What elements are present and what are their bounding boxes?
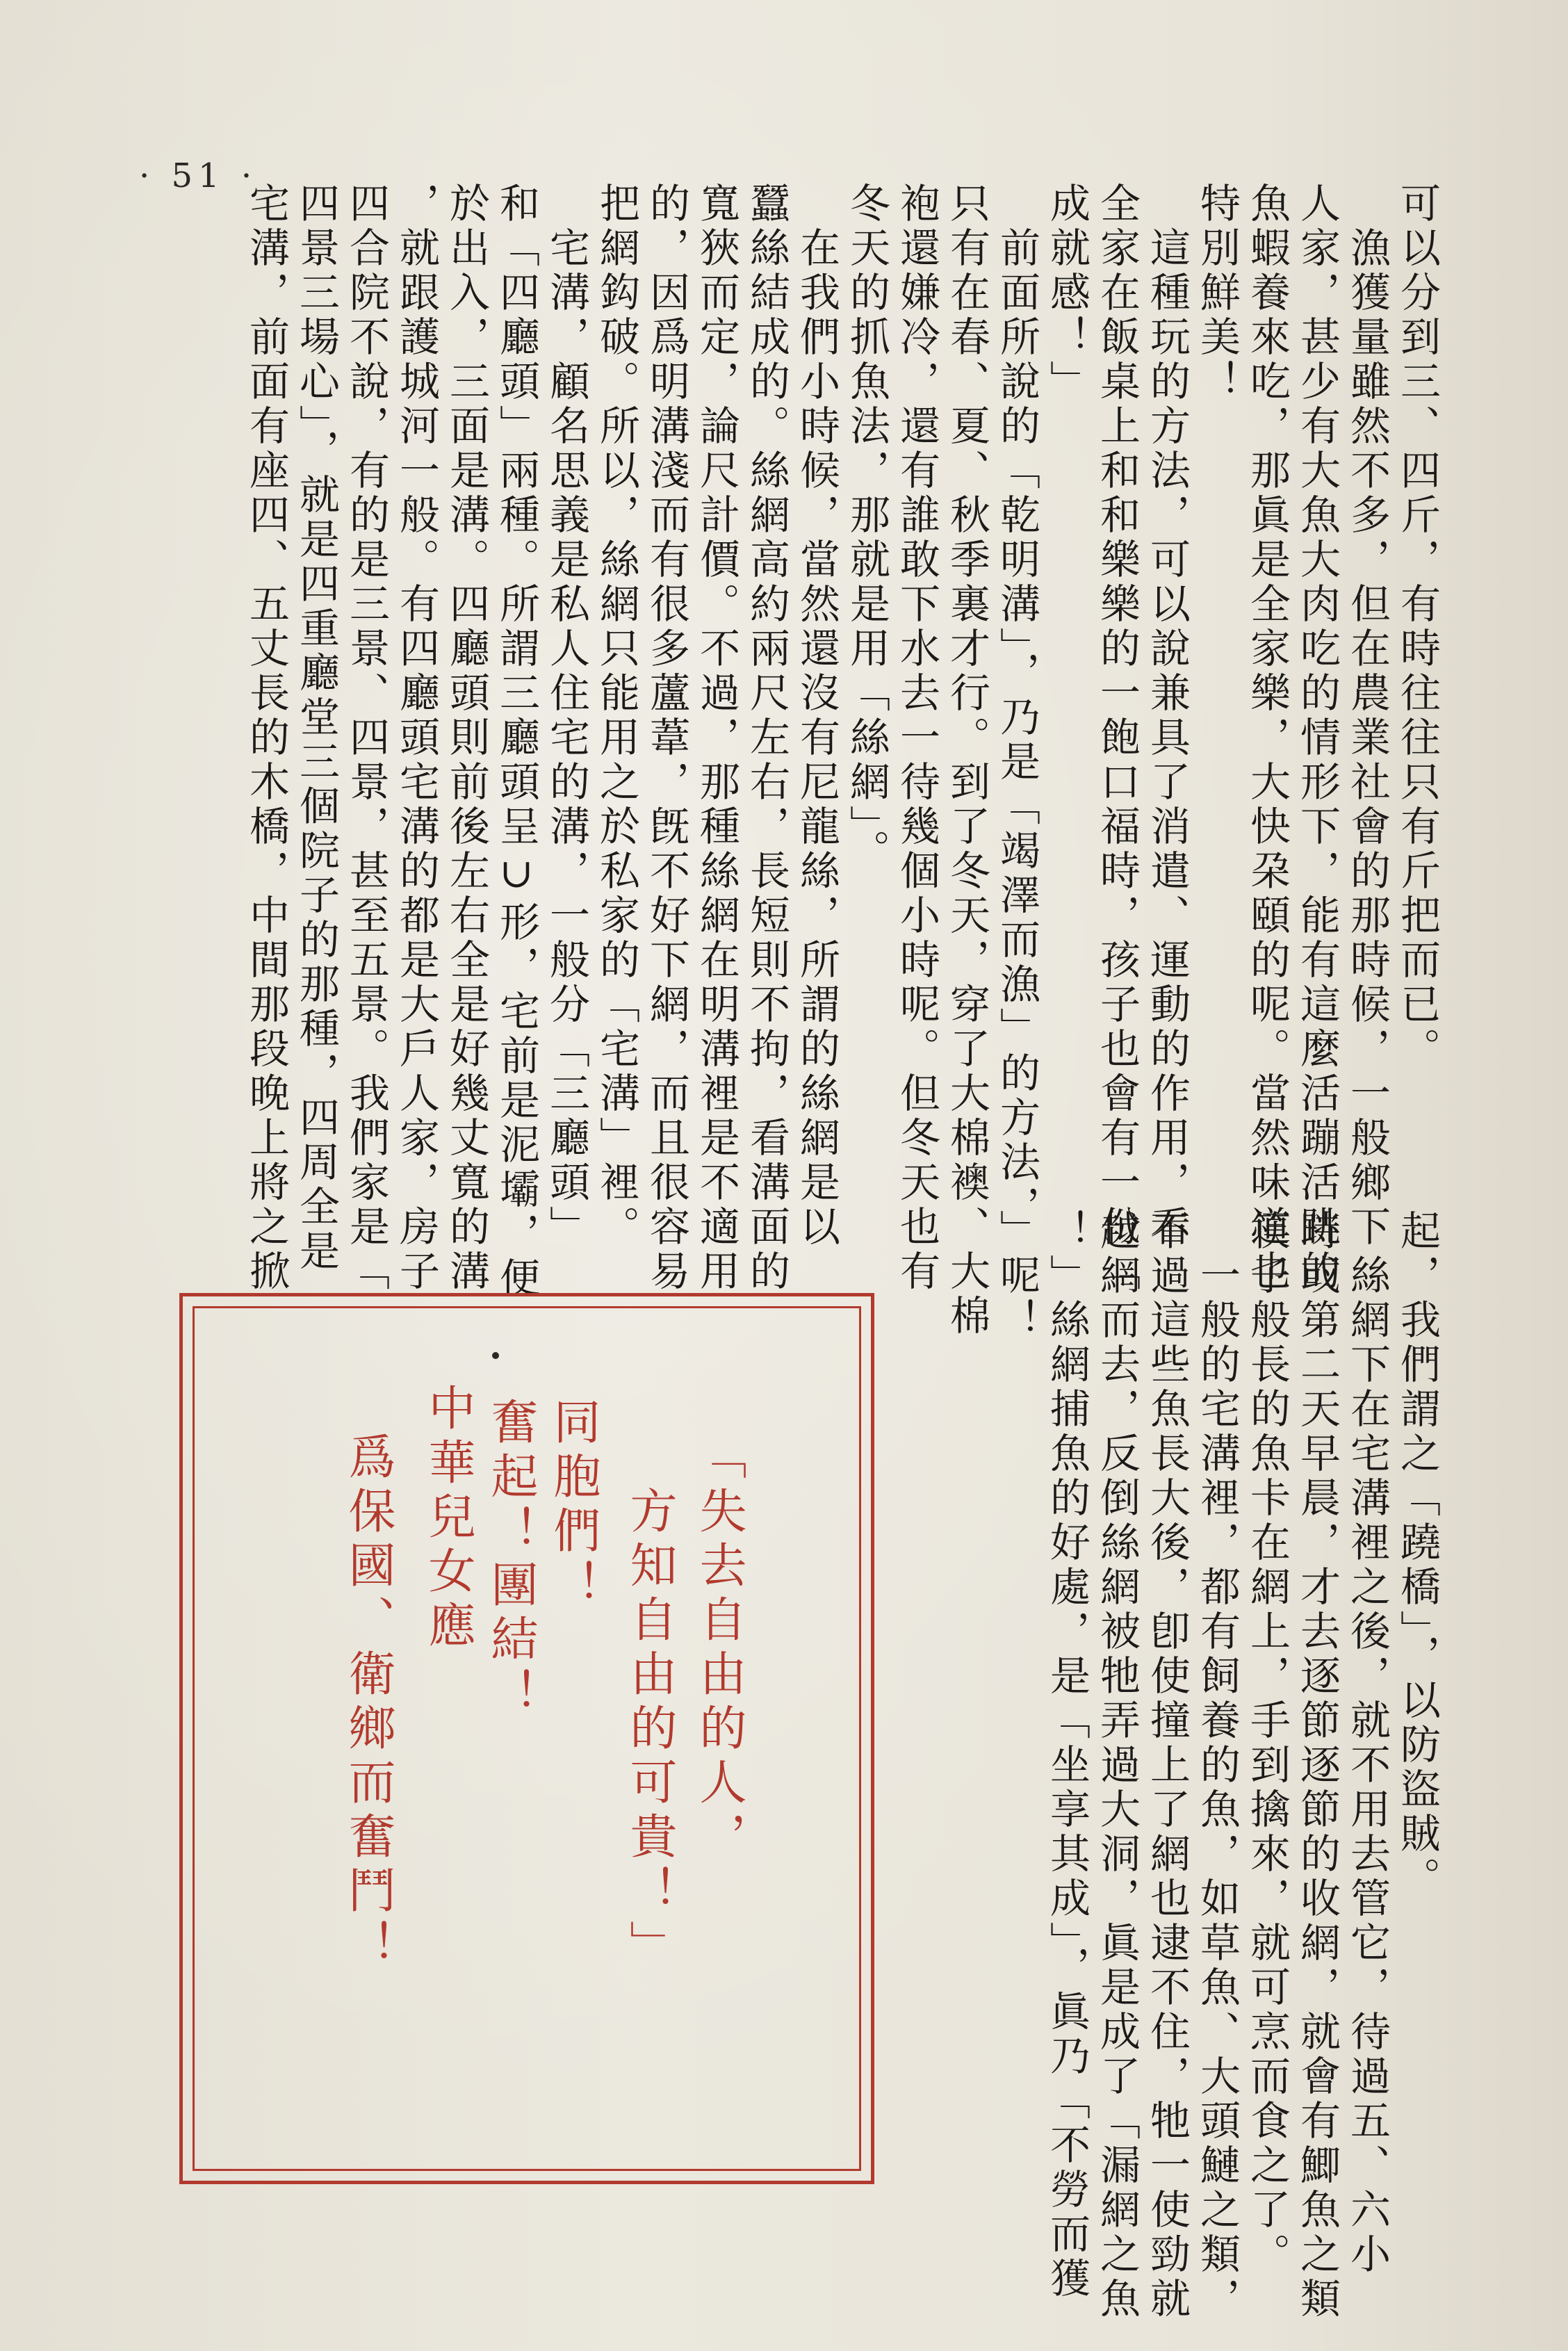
text-column: 前面所說的「乾明溝」，乃是「竭澤而漁」的方法， bbox=[993, 182, 1040, 1230]
text-column: 絲網下在宅溝裡之後，就不用去管它，待過五、六小 bbox=[1344, 1210, 1391, 2277]
text-column: 全家在飯桌上和和樂樂的一飽口福時，孩子也會有一份「 bbox=[1093, 182, 1141, 1294]
slogan-line: 同胞們！ bbox=[546, 1397, 601, 1614]
text-column: 的，因爲明溝淺而有很多蘆葦，旣不好下網，而且很容易 bbox=[643, 182, 690, 1294]
text-column: 不過這些魚長大後，卽使撞上了網也逮不住，牠一使勁就 bbox=[1143, 1210, 1191, 2322]
slogan-line: 「失去自由的人， bbox=[692, 1432, 746, 1866]
text-column: 起，我們謂之「蹺橋」，以防盜賊。 bbox=[1394, 1210, 1441, 1901]
text-column: 魚蝦養來吃，那眞是全家樂，大快朶頤的呢。當然味道也 bbox=[1243, 182, 1291, 1294]
text-column: 這種玩的方法，可以說兼具了消遣、運動的作用，看 bbox=[1143, 182, 1191, 1250]
text-column: 冬天的抓魚法，那就是用「絲網」。 bbox=[843, 182, 890, 874]
text-column: 人家，甚少有大魚大肉吃的情形下，能有這麼活蹦活跳的 bbox=[1293, 182, 1341, 1294]
ink-dot-decoration bbox=[492, 1352, 499, 1359]
text-column: 成就感！」 bbox=[1043, 182, 1091, 405]
text-column: 宅溝，顧名思義是私人住宅的溝，一般分「三廳頭」 bbox=[543, 182, 590, 1250]
text-column: 漁獲量雖然不多，但在農業社會的那時候，一般鄉下 bbox=[1344, 182, 1391, 1250]
text-column: 宅溝，前面有座四、五丈長的木橋，中間那段晚上將之掀 bbox=[243, 182, 290, 1294]
text-column: 只有在春、夏、秋季裏才行。到了冬天，穿了大棉襖、大棉 bbox=[943, 182, 990, 1339]
text-column: ，就跟護城河一般。有四廳頭宅溝的都是大戶人家，房子 bbox=[393, 182, 440, 1294]
text-column: 特別鮮美！ bbox=[1193, 182, 1241, 405]
slogan-line: 爲保國、衛鄉而奮鬥！ bbox=[341, 1432, 395, 1974]
slogan-line: 中華兒女應 bbox=[420, 1383, 475, 1654]
text-column: 」呢！ bbox=[993, 1210, 1040, 1343]
text-column: 越網而去，反倒絲網被牠弄過大洞，眞是成了「漏網之魚 bbox=[1093, 1210, 1141, 2322]
slogan-line: 奮起！團結！ bbox=[483, 1397, 538, 1723]
text-column: 袍還嫌冷，還有誰敢下水去一待幾個小時呢。但冬天也有 bbox=[893, 182, 940, 1294]
slogan-line: 方知自由的可貴！」 bbox=[622, 1432, 677, 1974]
text-column: ！」絲網捕魚的好處，是「坐享其成」，眞乃「不勞而獲 bbox=[1043, 1210, 1091, 2302]
page-number: · 51 · bbox=[139, 156, 258, 195]
text-column: 蠶絲結成的。絲網高約兩尺左右，長短則不拘，看溝面的 bbox=[743, 182, 790, 1294]
text-column: 時或第二天早晨，才去逐節逐節的收網，就會有鯽魚之類 bbox=[1293, 1210, 1341, 2322]
text-column: 在我們小時候，當然還沒有尼龍絲，所謂的絲網是以 bbox=[793, 182, 840, 1250]
text-column: 可以分到三、四斤，有時往往只有斤把而已。 bbox=[1394, 182, 1441, 1072]
text-column: 筷子般長的魚卡在網上，手到擒來，就可烹而食之了。 bbox=[1243, 1210, 1291, 2277]
text-column: 和「四廳頭」兩種。所謂三廳頭呈∪形，宅前是泥壩，便 bbox=[493, 182, 540, 1301]
text-column: 四景三場心」，就是四重廳堂三個院子的那種，四周全是 bbox=[293, 182, 340, 1274]
text-column: 一般的宅溝裡，都有飼養的魚，如草魚、大頭鰱之類， bbox=[1193, 1210, 1241, 2322]
text-column: 把網鈎破。所以，絲網只能用之於私家的「宅溝」裡。 bbox=[593, 182, 640, 1250]
text-column: 寬狹而定，論尺計價。不過，那種絲網在明溝裡是不適用 bbox=[693, 182, 740, 1294]
text-column: 於出入，三面是溝。四廳頭則前後左右全是好幾丈寬的溝 bbox=[443, 182, 490, 1294]
text-column: 四合院不說，有的是三景、四景，甚至五景。我們家是「 bbox=[343, 182, 390, 1294]
